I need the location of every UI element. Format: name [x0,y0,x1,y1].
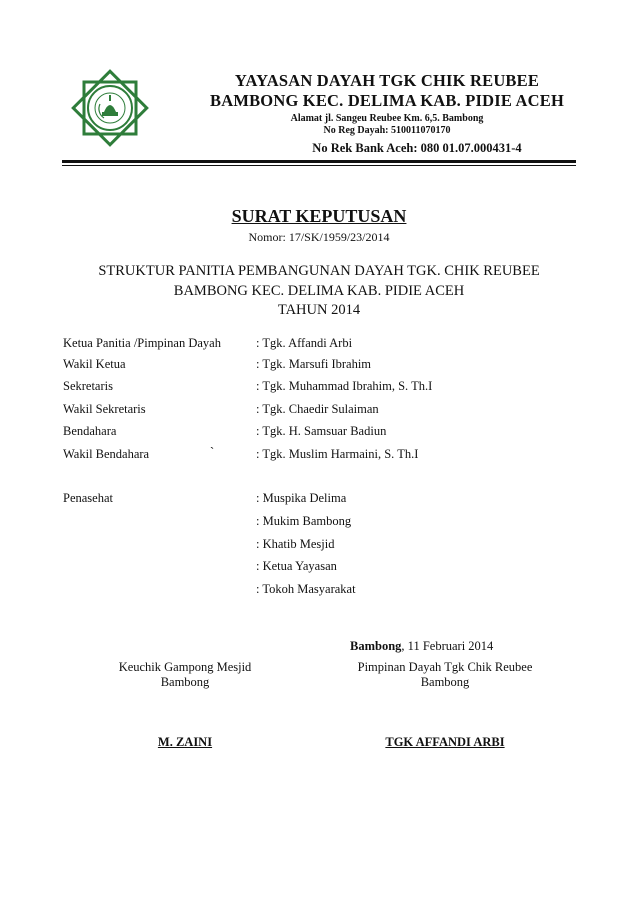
committee-role: Wakil Sekretaris [63,402,146,416]
stray-mark: ` [210,445,215,459]
committee-role: Bendahara [63,424,117,438]
logo-emblem-icon [64,62,156,154]
advisor-item: : Mukim Bambong [256,514,352,528]
committee-role: Wakil Ketua [63,357,126,371]
subject-line-2: BAMBONG KEC. DELIMA KAB. PIDIE ACEH [173,283,465,299]
committee-name: : Tgk. H. Samsuar Badiun [256,424,387,438]
signature-place: Bambong [350,639,402,653]
document-title: SURAT KEPUTUSAN [231,206,407,226]
subject-line-3: TAHUN 2014 [277,302,361,318]
foundation-name: YAYASAN DAYAH TGK CHIK REUBEE [234,71,540,90]
advisor-item: : Ketua Yayasan [256,559,337,573]
header-divider-thick [62,160,576,163]
committee-role: Wakil Bendahara [63,447,150,461]
committee-name: : Tgk. Affandi Arbi [256,336,353,350]
committee-name: : Tgk. Chaedir Sulaiman [256,402,379,416]
foundation-location: BAMBONG KEC. DELIMA KAB. PIDIE ACEH [210,91,564,110]
advisor-item: : Tokoh Masyarakat [256,582,356,596]
committee-role: Ketua Panitia /Pimpinan Dayah [63,336,221,350]
right-signatory-name: TGK AFFANDI ARBI [385,735,505,749]
committee-name: : Tgk. Muslim Harmaini, S. Th.I [256,447,419,461]
yayasan-logo [64,62,156,154]
header-divider-thin [62,165,576,166]
committee-role: Sekretaris [63,379,113,393]
advisor-item: : Muspika Delima [256,491,347,505]
left-signatory-place: Bambong [160,675,210,689]
left-signatory-title: Keuchik Gampong Mesjid [118,660,252,674]
advisor-item: : Khatib Mesjid [256,537,335,551]
right-signatory-title: Pimpinan Dayah Tgk Chik Reubee [357,660,533,674]
right-signatory [330,660,560,690]
subject-line-1: STRUKTUR PANITIA PEMBANGUNAN DAYAH TGK. CHIK REUBEE [98,263,540,279]
foundation-address: Alamat jl. Sangeu Reubee Km. 6,5. Bambong [290,113,484,124]
bank-account: No Rek Bank Aceh: 080 01.07.000431-4 [312,141,522,155]
document-number: Nomor: 17/SK/1959/23/2014 [248,230,390,244]
committee-name: : Tgk. Marsufi Ibrahim [256,357,372,371]
right-signatory-place: Bambong [420,675,470,689]
committee-name: : Tgk. Muhammad Ibrahim, S. Th.I [256,379,433,393]
left-signatory-name: M. ZAINI [157,735,213,749]
registration-number: No Reg Dayah: 510011070170 [323,125,451,136]
left-signatory [90,660,280,690]
signature-date-text: , 11 Februari 2014 [401,639,494,653]
advisors-label: Penasehat [63,491,113,505]
signature-date [350,639,493,654]
